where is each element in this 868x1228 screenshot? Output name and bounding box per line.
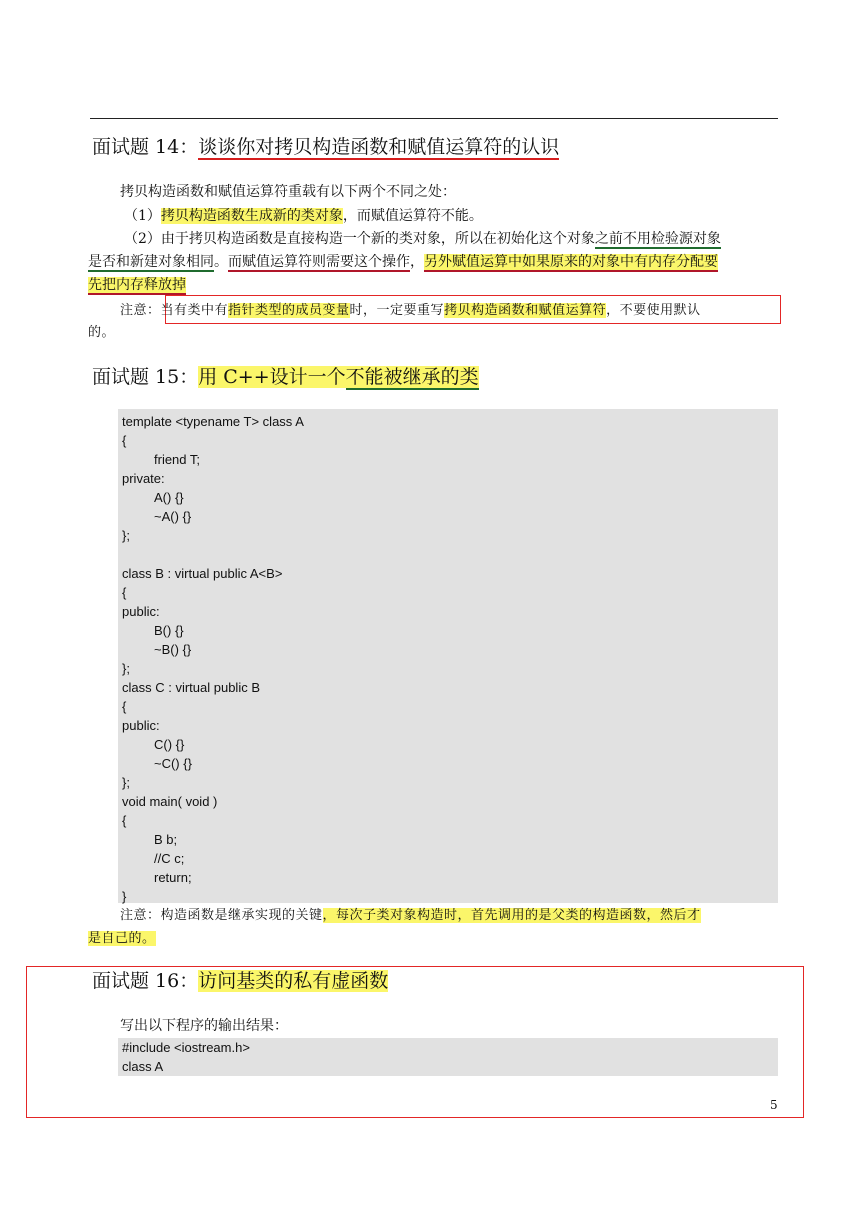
q16-intro: 写出以下程序的输出结果： (120, 1018, 288, 1034)
q14-note-line1 (120, 300, 701, 321)
code-line: ~A() {} (154, 509, 192, 524)
code-line: B b; (154, 832, 178, 847)
code-line: template <typename T> class A (122, 414, 304, 429)
q14-point-1 (124, 206, 483, 227)
q16-title: 访问基类的私有虚函数 (198, 970, 389, 992)
code-line: C() {} (154, 737, 185, 752)
q14-note-highlight-e: 拷贝构造函数和赋值运算符 (444, 303, 607, 318)
q14-note-highlight-c: 指针类型的成员变量 (228, 303, 350, 318)
q14-point-2-text-d: 。 (214, 254, 228, 270)
q16-heading (92, 968, 388, 994)
q15-heading (92, 364, 479, 390)
code-line: void main( void ) (122, 794, 218, 809)
code-line: class C : virtual public B (122, 680, 260, 695)
code-line: }; (122, 775, 130, 790)
page-number: 5 (770, 1098, 778, 1112)
q14-note-label: 注意： (120, 303, 161, 318)
q14-point-2-line2 (88, 252, 718, 273)
q15-note-line1 (120, 905, 701, 926)
code-line: class B : virtual public A<B> (122, 566, 283, 581)
q14-intro: 拷贝构造函数和赋值运算符重载有以下两个不同之处： (120, 184, 456, 200)
code-line: class A (122, 1059, 164, 1074)
code-line: { (122, 585, 127, 600)
code-line: ~C() {} (154, 756, 192, 771)
q14-point-1-prefix: （1） (124, 208, 161, 224)
code-line: public: (122, 604, 160, 619)
q14-heading (92, 134, 559, 160)
code-line: { (122, 433, 127, 448)
code-line: private: (122, 471, 165, 486)
header-rule (90, 118, 778, 119)
q14-note-text-b: 当有类中有 (160, 303, 229, 318)
q14-point-2-line1 (124, 229, 721, 250)
q14-point-2-underlined-b: 之前不用检验源对象 (594, 231, 721, 247)
q14-point-2-text-f: ， (410, 254, 424, 270)
q14-label: 面试题 14： (92, 136, 199, 158)
q15-note-highlight-c: 是自己的。 (88, 931, 156, 946)
q15-title-b: 不能被继承的类 (345, 366, 479, 388)
q14-note-text-d: 时，一定要重写 (349, 303, 445, 318)
q14-point-2-highlight-g: 另外赋值运算中如果原来的对象中有内存分配要 (424, 254, 718, 270)
code-line (118, 545, 778, 564)
q15-note-line2 (88, 928, 156, 949)
q14-point-1-highlight: 拷贝构造函数生成新的类对象 (160, 208, 343, 224)
q14-point-2-underlined-e: 而赋值运算符则需要这个操作 (228, 254, 410, 270)
q16-code-block (118, 1038, 778, 1076)
q15-label: 面试题 15： (92, 366, 199, 388)
q15-title-a: 用 C++设计一个 (198, 366, 346, 388)
code-line: public: (122, 718, 160, 733)
q14-point-2-highlight-h: 先把内存释放掉 (88, 277, 186, 293)
q15-code-block (118, 409, 778, 903)
code-line: ~B() {} (154, 642, 192, 657)
q14-point-2-underlined-c: 是否和新建对象相同 (88, 254, 214, 270)
q15-note-text-a: 注意：构造函数是继承实现的关键 (120, 908, 323, 923)
code-line: } (122, 889, 127, 904)
q14-note-text-f: ，不要使用默认 (606, 303, 701, 318)
q14-title: 谈谈你对拷贝构造函数和赋值运算符的认识 (198, 136, 560, 158)
q15-note-highlight-b: ，每次子类对象构造时，首先调用的是父类的构造函数，然后才 (322, 908, 701, 923)
q14-point-1-rest: ，而赋值运算符不能。 (342, 208, 483, 224)
code-line: }; (122, 528, 130, 543)
q14-point-2-line3 (88, 275, 186, 296)
q14-point-2-text-a: （2）由于拷贝构造函数是直接构造一个新的类对象，所以在初始化这个对象 (124, 231, 595, 247)
code-line: A() {} (154, 490, 184, 505)
code-line: { (122, 699, 127, 714)
code-line: { (122, 813, 127, 828)
code-line: #include <iostream.h> (122, 1040, 250, 1055)
code-line: B() {} (154, 623, 184, 638)
code-line: friend T; (154, 452, 201, 467)
code-line: //C c; (154, 851, 185, 866)
code-line: return; (154, 870, 192, 885)
code-line: }; (122, 661, 130, 676)
q14-note-line2: 的。 (88, 325, 116, 340)
q16-label: 面试题 16： (92, 970, 199, 992)
